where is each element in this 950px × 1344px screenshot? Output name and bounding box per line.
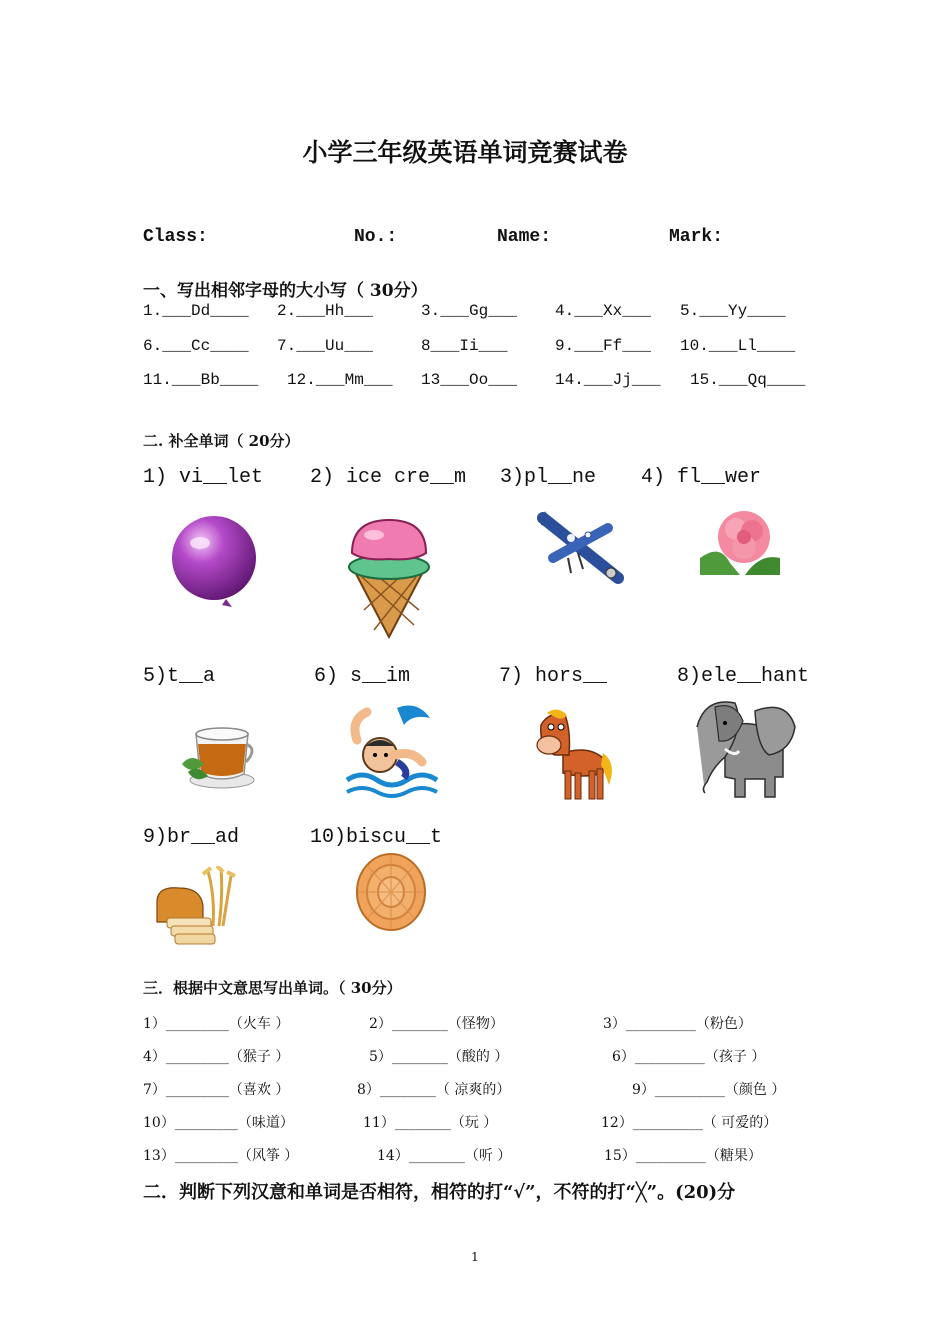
s2-item-1: 1) vi__let xyxy=(143,466,264,489)
s3-item-2: 2）________（怪物） xyxy=(369,1016,504,1032)
s3-item-7: 7）_________（喜欢 ） xyxy=(143,1082,290,1098)
s1-item-8: 8___Ii___ xyxy=(421,337,508,355)
mark-label: Mark: xyxy=(669,227,724,247)
ice-cream-picture xyxy=(344,515,434,640)
horse-picture xyxy=(533,703,615,803)
section2-heading: 二. 补全单词（ 20分） xyxy=(143,432,300,450)
s1-item-5: 5.___Yy____ xyxy=(680,302,786,320)
section1-heading: 一、写出相邻字母的大小写（ 30分） xyxy=(143,281,428,301)
s3-item-4: 4）_________（猴子 ） xyxy=(143,1049,290,1065)
s1-item-12: 12.___Mm___ xyxy=(287,371,393,389)
section3-heading: 三．根据中文意思写出单词。（ 30分） xyxy=(143,979,402,997)
flower-picture xyxy=(700,503,780,575)
section4-heading: 二．判断下列汉意和单词是否相符，相符的打“√”，不符的打“╳”。(20)分 xyxy=(143,1182,736,1203)
name-label: Name: xyxy=(497,227,552,247)
elephant-picture xyxy=(695,697,800,799)
number-label: No.: xyxy=(354,227,398,247)
balloon-picture xyxy=(170,515,262,610)
s1-item-1: 1.___Dd____ xyxy=(143,302,249,320)
page-number: 1 xyxy=(471,1250,479,1264)
plane-picture xyxy=(533,503,628,588)
s2-item-6: 6) s__im xyxy=(314,665,411,688)
s3-item-8: 8）________（ 凉爽的） xyxy=(357,1082,511,1098)
s1-item-3: 3.___Gg___ xyxy=(421,302,518,320)
s1-item-11: 11.___Bb____ xyxy=(143,371,259,389)
s1-item-4: 4.___Xx___ xyxy=(555,302,652,320)
s1-item-10: 10.___Ll____ xyxy=(680,337,796,355)
s2-item-2: 2) ice cre__m xyxy=(310,466,467,489)
s2-item-5: 5)t__a xyxy=(143,665,216,688)
s1-item-14: 14.___Jj___ xyxy=(555,371,661,389)
tea-picture xyxy=(178,714,258,790)
s3-item-12: 12）__________（ 可爱的） xyxy=(601,1115,778,1131)
s3-item-13: 13）_________（风筝 ） xyxy=(143,1148,299,1164)
s1-item-13: 13___Oo___ xyxy=(421,371,518,389)
s2-item-4: 4) fl__wer xyxy=(641,466,762,489)
bread-picture xyxy=(153,866,243,948)
swimmer-picture xyxy=(342,700,442,800)
s3-item-14: 14）________（听 ） xyxy=(377,1148,512,1164)
s3-item-15: 15）__________（糖果） xyxy=(604,1148,762,1164)
s1-item-9: 9.___Ff___ xyxy=(555,337,652,355)
s3-item-3: 3）__________（粉色） xyxy=(603,1016,752,1032)
class-label: Class: xyxy=(143,227,208,247)
s3-item-1: 1）_________（火车 ） xyxy=(143,1016,290,1032)
s2-item-3: 3)pl__ne xyxy=(500,466,597,489)
s1-item-7: 7.___Uu___ xyxy=(277,337,374,355)
s3-item-11: 11）________（玩 ） xyxy=(363,1115,498,1131)
s1-item-2: 2.___Hh___ xyxy=(277,302,374,320)
s2-item-9: 9)br__ad xyxy=(143,826,240,849)
s2-item-7: 7) hors__ xyxy=(499,665,608,688)
s1-item-15: 15.___Qq____ xyxy=(690,371,806,389)
s3-item-10: 10）_________（味道） xyxy=(143,1115,294,1131)
s2-item-8: 8)ele__hant xyxy=(677,665,810,688)
s2-item-10: 10)biscu__t xyxy=(310,826,443,849)
s1-item-6: 6.___Cc____ xyxy=(143,337,249,355)
biscuit-picture xyxy=(354,852,428,932)
page-title: 小学三年级英语单词竞赛试卷 xyxy=(302,138,628,167)
s3-item-6: 6）__________（孩子 ） xyxy=(612,1049,766,1065)
s3-item-5: 5）________（酸的 ） xyxy=(369,1049,509,1065)
s3-item-9: 9）__________（颜色 ） xyxy=(632,1082,786,1098)
